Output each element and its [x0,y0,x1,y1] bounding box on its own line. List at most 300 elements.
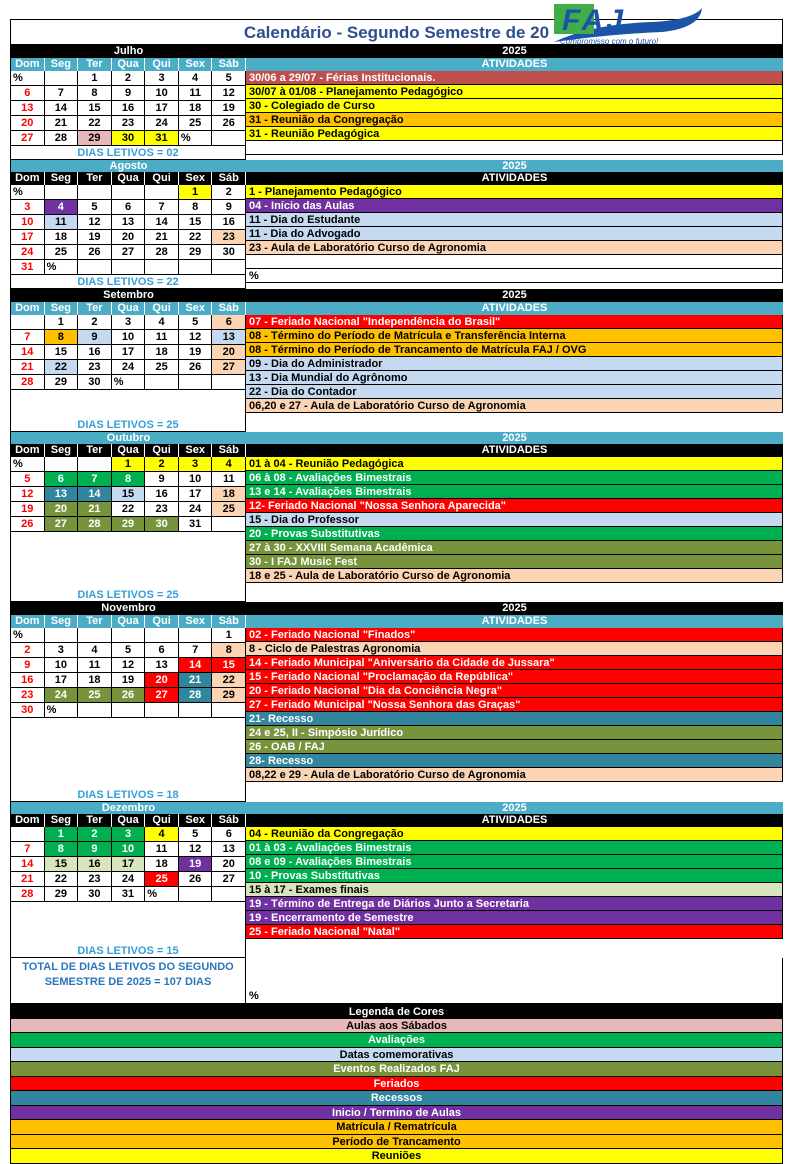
day-cell: 10 [112,330,146,344]
day-cell: 4 [179,71,213,85]
month-block [10,45,783,160]
day-cell [145,375,179,389]
activity-item: 04 - Reunião da Congregação [246,827,783,841]
day-cell: 7 [145,200,179,214]
day-cell: % [45,703,79,717]
activity-item: 08 - Término do Período de Trancamento de Matrícula FAJ / OVG [246,343,783,357]
day-cell: 27 [212,872,246,886]
week-row [11,827,246,842]
day-cell: 5 [112,643,146,657]
activity-item: 15 - Feriado Nacional "Proclamação da República" [246,670,783,684]
day-header: Qui [145,615,179,628]
day-cell [45,628,79,642]
day-cell: 26 [179,360,213,374]
spacer [11,574,246,588]
day-header: Sáb [212,814,246,827]
day-cell: 27 [11,131,45,145]
day-cell: 23 [112,116,146,130]
day-cell: 2 [212,185,246,199]
spacer [11,916,246,930]
month-year: 2025 [246,802,783,815]
month-year: 2025 [246,160,783,173]
day-cell: 18 [78,673,112,687]
day-cell: 11 [45,215,79,229]
spacer [11,930,246,944]
activities-header: ATIVIDADES [246,814,783,827]
day-cell: 16 [212,215,246,229]
day-cell: 3 [11,200,45,214]
spacer [11,774,246,788]
month-activities [246,432,783,603]
day-cell [145,703,179,717]
day-cell: 29 [45,375,79,389]
day-cell: 23 [145,502,179,516]
day-cell: 31 [179,517,213,531]
day-cell: 2 [78,315,112,329]
legend-item: Feriados [10,1077,783,1092]
day-cell: 18 [45,230,79,244]
legend-item: Período de Trancamento [10,1135,783,1150]
spacer [11,532,246,546]
day-cell: 30 [112,131,146,145]
activity-item: 01 à 03 - Avaliações Bimestrais [246,841,783,855]
day-cell: 4 [145,315,179,329]
day-cell: 7 [45,86,79,100]
day-cell: 20 [212,857,246,871]
day-cell [45,71,79,85]
day-cell: 19 [11,502,45,516]
day-cell: % [11,628,45,642]
month-name: Agosto [11,160,246,173]
month-name: Dezembro [11,802,246,815]
day-cell: 13 [112,215,146,229]
day-cell: 29 [78,131,112,145]
week-row [11,215,246,230]
day-header: Seg [45,302,79,315]
day-cell: 24 [145,116,179,130]
day-cell: 22 [212,673,246,687]
day-cell [112,703,146,717]
day-cell: 23 [78,360,112,374]
spacer [11,390,246,404]
activity-item: 08,22 e 29 - Aula de Laboratório Curso de Agronomia [246,768,783,782]
day-cell [212,260,246,274]
day-cell [212,887,246,901]
dias-letivos: DIAS LETIVOS = 22 [11,275,246,289]
day-header: Sex [179,814,213,827]
day-cell: 5 [179,827,213,841]
activity-item: 14 - Feriado Municipal "Aniversário da Cidade de Jussara" [246,656,783,670]
day-cell: 11 [212,472,246,486]
day-cell: 2 [11,643,45,657]
month-block [10,602,783,802]
day-cell: 6 [212,827,246,841]
month-block [10,802,783,959]
activity-item: 30/06 a 29/07 - Férias Institucionais. [246,71,783,85]
day-cell: 22 [179,230,213,244]
day-cell: 30 [145,517,179,531]
day-headers [11,58,246,71]
month-year: 2025 [246,45,783,58]
day-cell: 8 [212,643,246,657]
week-row [11,857,246,872]
activity-item: 08 e 09 - Avaliações Bimestrais [246,855,783,869]
activity-item: 31 - Reunião Pedagógica [246,127,783,141]
day-cell [11,827,45,841]
day-cell: 2 [112,71,146,85]
activity-item: 02 - Feriado Nacional "Finados" [246,628,783,642]
day-cell: 13 [212,330,246,344]
day-cell: 1 [45,315,79,329]
day-cell: 10 [179,472,213,486]
day-cell [179,703,213,717]
day-cell [179,260,213,274]
day-cell: 3 [145,71,179,85]
day-cell: 21 [78,502,112,516]
day-cell: 22 [112,502,146,516]
day-cell: 16 [112,101,146,115]
day-cell: 17 [112,857,146,871]
day-cell: 5 [11,472,45,486]
day-cell: 31 [11,260,45,274]
day-cell: 1 [212,628,246,642]
day-header: Qua [112,172,146,185]
day-cell: 3 [179,457,213,471]
day-cell: 17 [112,345,146,359]
day-cell: 4 [45,200,79,214]
week-row [11,230,246,245]
day-cell: 15 [45,345,79,359]
activity-item: 13 - Dia Mundial do Agrônomo [246,371,783,385]
month-activities [246,602,783,802]
day-cell: 12 [11,487,45,501]
day-header: Qua [112,58,146,71]
week-row [11,116,246,131]
day-header: Qua [112,814,146,827]
day-header: Sáb [212,302,246,315]
day-cell: % [112,375,146,389]
activities-header: ATIVIDADES [246,615,783,628]
day-header: Dom [11,444,45,457]
activity-item: 04 - Início das Aulas [246,199,783,213]
day-header: Sex [179,444,213,457]
day-cell: 12 [179,842,213,856]
day-header: Sex [179,58,213,71]
day-header: Dom [11,58,45,71]
week-row [11,71,246,86]
day-cell: 25 [212,502,246,516]
activity-item: 26 - OAB / FAJ [246,740,783,754]
activities-header: ATIVIDADES [246,172,783,185]
day-cell: % [179,131,213,145]
day-header: Qui [145,444,179,457]
month-activities [246,160,783,290]
day-cell: 20 [11,116,45,130]
activity-item: 20 - Feriado Nacional "Dia da Conciência Negra" [246,684,783,698]
day-cell: 13 [45,487,79,501]
day-cell: 17 [179,487,213,501]
day-header: Dom [11,302,45,315]
day-cell: 25 [78,688,112,702]
month-days [10,602,246,802]
day-cell [112,185,146,199]
month-block [10,160,783,290]
week-row [11,502,246,517]
day-cell: 12 [112,658,146,672]
week-row [11,658,246,673]
day-header: Seg [45,615,79,628]
total-dias-letivos: TOTAL DE DIAS LETIVOS DO SEGUNDO SEMESTRE DE 2025 = 107 DIAS [10,958,246,1003]
day-cell: 24 [11,245,45,259]
week-row [11,872,246,887]
day-cell: 5 [78,200,112,214]
legend-item: Matrícula / Rematrícula [10,1120,783,1135]
day-cell [212,517,246,531]
activity-item: 20 - Provas Substitutivas [246,527,783,541]
day-cell: 17 [145,101,179,115]
day-cell: 20 [45,502,79,516]
day-header: Ter [78,302,112,315]
legend-item: Avaliações [10,1033,783,1048]
day-cell: 12 [179,330,213,344]
week-row [11,703,246,718]
day-header: Sáb [212,615,246,628]
day-cell: 16 [11,673,45,687]
day-cell: 27 [112,245,146,259]
day-cell: 19 [212,101,246,115]
day-cell: 24 [45,688,79,702]
spacer [11,546,246,560]
activity-item: 28- Recesso [246,754,783,768]
day-cell: 6 [45,472,79,486]
activity-item: 08 - Término do Período de Matrícula e Transferência Interna [246,329,783,343]
spacer [11,732,246,746]
day-cell: 26 [78,245,112,259]
month-activities [246,289,783,432]
total-right [246,958,783,1003]
day-cell: 16 [78,857,112,871]
day-cell: 18 [212,487,246,501]
day-cell [78,457,112,471]
day-cell [179,887,213,901]
day-cell: 30 [212,245,246,259]
week-row [11,628,246,643]
legend-item: Eventos Realizados FAJ [10,1062,783,1077]
day-cell: 11 [145,330,179,344]
spacer [11,718,246,732]
day-cell: 29 [212,688,246,702]
day-header: Seg [45,172,79,185]
day-headers [11,615,246,628]
day-cell: 30 [11,703,45,717]
activity-item: 23 - Aula de Laboratório Curso de Agronomia [246,241,783,255]
month-year: 2025 [246,602,783,615]
activities-header: ATIVIDADES [246,444,783,457]
day-cell: 1 [78,71,112,85]
day-header: Qua [112,615,146,628]
week-row [11,487,246,502]
activity-item: 06,20 e 27 - Aula de Laboratório Curso de Agronomia [246,399,783,413]
activity-item: 06 à 08 - Avaliações Bimestrais [246,471,783,485]
day-cell: 10 [45,658,79,672]
day-cell: 11 [78,658,112,672]
day-cell: 26 [11,517,45,531]
activities-header: ATIVIDADES [246,58,783,71]
month-days [10,45,246,160]
activity-item: 15 à 17 - Exames finais [246,883,783,897]
day-cell: 15 [78,101,112,115]
day-cell: 8 [112,472,146,486]
day-header: Dom [11,814,45,827]
day-cell: 26 [112,688,146,702]
day-cell [78,185,112,199]
month-activities [246,802,783,959]
day-cell: 28 [11,375,45,389]
day-cell: 3 [45,643,79,657]
day-cell: 31 [112,887,146,901]
day-cell: 17 [45,673,79,687]
dias-letivos: DIAS LETIVOS = 25 [11,588,246,602]
day-cell: 5 [212,71,246,85]
day-cell: 7 [11,842,45,856]
legend-item: Inicio / Termino de Aulas [10,1106,783,1121]
activity-item: 10 - Provas Substitutivas [246,869,783,883]
activity-item: 30/07 à 01/08 - Planejamento Pedagógico [246,85,783,99]
day-header: Qui [145,302,179,315]
activity-item: 11 - Dia do Estudante [246,213,783,227]
day-cell: 28 [179,688,213,702]
day-cell: 21 [45,116,79,130]
day-header: Sex [179,172,213,185]
day-cell: 29 [45,887,79,901]
day-cell: 13 [145,658,179,672]
day-cell: 23 [212,230,246,244]
day-cell: 9 [11,658,45,672]
legend-item: Reuniões [10,1149,783,1164]
activity-item: 22 - Dia do Contador [246,385,783,399]
day-cell: 21 [11,360,45,374]
day-cell [78,260,112,274]
day-cell: 27 [45,517,79,531]
month-name: Outubro [11,432,246,445]
activity-item: 31 - Reunião da Congregação [246,113,783,127]
day-cell: 1 [112,457,146,471]
week-row [11,457,246,472]
day-cell: 14 [11,857,45,871]
day-cell: 4 [145,827,179,841]
day-cell [45,185,79,199]
day-cell: 8 [78,86,112,100]
day-cell: 16 [145,487,179,501]
activity-item: 21- Recesso [246,712,783,726]
day-cell: 13 [212,842,246,856]
dias-letivos: DIAS LETIVOS = 02 [11,146,246,160]
week-row [11,842,246,857]
logo-slogan: Compromisso com o futuro! [560,37,659,46]
day-cell: 24 [112,360,146,374]
day-cell: 4 [212,457,246,471]
dias-letivos: DIAS LETIVOS = 18 [11,788,246,802]
day-cell: 28 [78,517,112,531]
day-cell: 6 [112,200,146,214]
day-cell [179,628,213,642]
activity-item: 30 - I FAJ Music Fest [246,555,783,569]
day-cell: 22 [45,872,79,886]
week-row [11,345,246,360]
day-cell: 18 [179,101,213,115]
month-block [10,289,783,432]
day-cell [145,185,179,199]
day-header: Dom [11,615,45,628]
day-headers [11,172,246,185]
day-cell: 23 [78,872,112,886]
day-cell [212,131,246,145]
months-container [10,45,783,958]
legend-item: Aulas aos Sábados [10,1019,783,1034]
day-cell: 2 [78,827,112,841]
activity-item: 12- Feriado Nacional "Nossa Senhora Aparecida" [246,499,783,513]
day-cell: 18 [145,857,179,871]
faj-logo [552,4,712,52]
day-cell: 13 [11,101,45,115]
activity-item: 07 - Feriado Nacional "Independência do Brasil" [246,315,783,329]
day-cell: 30 [78,887,112,901]
day-cell: 14 [11,345,45,359]
day-cell [212,375,246,389]
day-cell: 23 [11,688,45,702]
activity-item: 19 - Término de Entrega de Diários Junto a Secretaria [246,897,783,911]
week-row [11,330,246,345]
day-cell: 22 [45,360,79,374]
day-cell: 14 [45,101,79,115]
activity-item: 27 - Feriado Municipal "Nossa Senhora das Graças" [246,698,783,712]
month-days [10,802,246,959]
day-cell: 8 [45,842,79,856]
day-cell: 9 [78,842,112,856]
week-row [11,887,246,902]
day-cell: 9 [78,330,112,344]
day-cell: 3 [112,827,146,841]
day-cell: 29 [179,245,213,259]
day-header: Sáb [212,444,246,457]
day-cell [112,260,146,274]
day-cell: 20 [112,230,146,244]
day-cell: 1 [45,827,79,841]
activity-item: 25 - Feriado Nacional "Natal" [246,925,783,939]
activity-item: 30 - Colegiado de Curso [246,99,783,113]
day-header: Qui [145,172,179,185]
day-cell: 9 [212,200,246,214]
dias-letivos: DIAS LETIVOS = 25 [11,418,246,432]
day-cell: % [45,260,79,274]
spacer [11,404,246,418]
day-cell: 27 [212,360,246,374]
day-cell: 16 [78,345,112,359]
day-headers [11,302,246,315]
month-block [10,432,783,603]
day-cell: % [11,185,45,199]
day-cell: 12 [78,215,112,229]
day-cell [145,260,179,274]
day-header: Ter [78,814,112,827]
day-cell: 21 [11,872,45,886]
day-cell: 25 [145,872,179,886]
activity-item: 24 e 25, II - Simpósio Jurídico [246,726,783,740]
day-cell: 25 [179,116,213,130]
day-cell: 5 [179,315,213,329]
day-cell: 28 [11,887,45,901]
day-cell: 24 [179,502,213,516]
